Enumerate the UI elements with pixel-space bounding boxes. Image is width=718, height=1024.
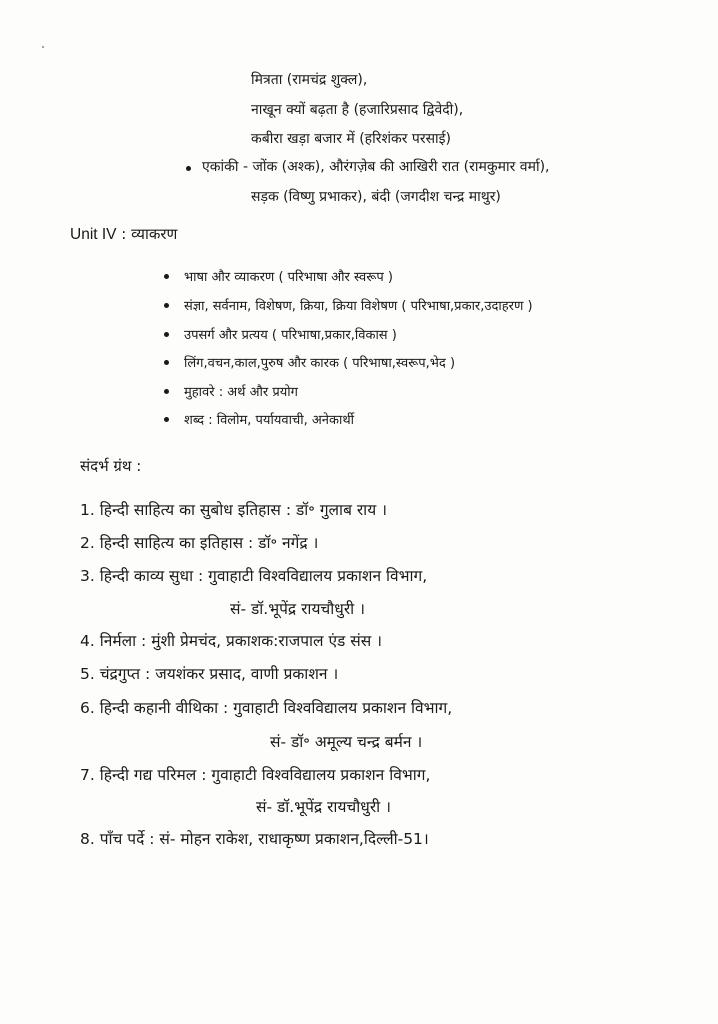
reference-item: 7. हिन्दी गद्य परिमल : गुवाहाटी विश्वविद्यालय प्रकाशन विभाग, bbox=[80, 766, 431, 784]
bullet-icon bbox=[164, 417, 169, 422]
bullet-icon bbox=[164, 360, 169, 365]
reference-item: 3. हिन्दी काव्य सुधा : गुवाहाटी विश्वविद्यालय प्रकाशन विभाग, bbox=[80, 567, 428, 585]
reference-item: 4. निर्मला : मुंशी प्रेमचंद, प्रकाशक:राजपाल एंड संस । bbox=[80, 632, 383, 650]
reference-editor-line: सं- डॉ.भूपेंद्र रायचौधुरी । bbox=[256, 798, 391, 816]
bullet-icon bbox=[164, 274, 169, 279]
ekanki-line-1: एकांकी - जोंक (अश्क), औरंगज़ेब की आखिरी रात (रामकुमार वर्मा), bbox=[202, 159, 550, 175]
grammar-item-text: शब्द : विलोम, पर्यायवाची, अनेकार्थी bbox=[184, 413, 355, 428]
reference-item: 5. चंद्रगुप्त : जयशंकर प्रसाद, वाणी प्रकाशन । bbox=[80, 665, 339, 683]
grammar-item-text: संज्ञा, सर्वनाम, विशेषण, क्रिया, क्रिया विशेषण ( परिभाषा,प्रकार,उदाहरण ) bbox=[184, 299, 533, 314]
references-heading: संदर्भ ग्रंथ : bbox=[80, 457, 142, 475]
unit-label: Unit IV bbox=[70, 226, 117, 243]
reference-item: 8. पाँच पर्दे : सं- मोहन राकेश, राधाकृष्ण प्रकाशन,दिल्ली-51। bbox=[80, 830, 429, 848]
unit-separator: : bbox=[116, 225, 132, 243]
grammar-item-text: मुहावरे : अर्थ और प्रयोग bbox=[184, 385, 298, 400]
reference-item: 6. हिन्दी कहानी वीथिका : गुवाहाटी विश्वविद्यालय प्रकाशन विभाग, bbox=[80, 699, 453, 717]
essay-line-1: मित्रता (रामचंद्र शुक्ल), bbox=[251, 72, 368, 88]
scan-speck bbox=[42, 46, 44, 48]
grammar-item-text: भाषा और व्याकरण ( परिभाषा और स्वरूप ) bbox=[184, 270, 393, 285]
grammar-item-text: लिंग,वचन,काल,पुरुष और कारक ( परिभाषा,स्वरूप,भेद ) bbox=[184, 356, 456, 371]
grammar-item-text: उपसर्ग और प्रत्यय ( परिभाषा,प्रकार,विकास ) bbox=[184, 328, 397, 343]
essay-line-2: नाखून क्यों बढ़ता है (हजारिप्रसाद द्विवेदी), bbox=[251, 102, 464, 118]
ekanki-line-2: सड़क (विष्णु प्रभाकर), बंदी (जगदीश चन्द्र माथुर) bbox=[251, 189, 501, 205]
bullet-icon bbox=[164, 389, 169, 394]
reference-editor-line: सं- डॉ.भूपेंद्र रायचौधुरी । bbox=[230, 600, 365, 618]
essay-line-3: कबीरा खड़ा बजार में (हरिशंकर परसाई) bbox=[251, 131, 451, 147]
unit-title: व्याकरण bbox=[131, 225, 178, 243]
bullet-icon bbox=[164, 332, 169, 337]
reference-editor-line: सं- डॉ॰ अमूल्य चन्द्र बर्मन । bbox=[270, 733, 423, 751]
reference-item: 2. हिन्दी साहित्य का इतिहास : डॉ॰ नगेंद्र । bbox=[80, 534, 319, 552]
bullet-icon bbox=[164, 303, 169, 308]
ekanki-bullet bbox=[186, 166, 191, 171]
reference-item: 1. हिन्दी साहित्य का सुबोध इतिहास : डॉ॰ गुलाब राय । bbox=[80, 501, 387, 519]
unit-heading bbox=[70, 224, 177, 244]
